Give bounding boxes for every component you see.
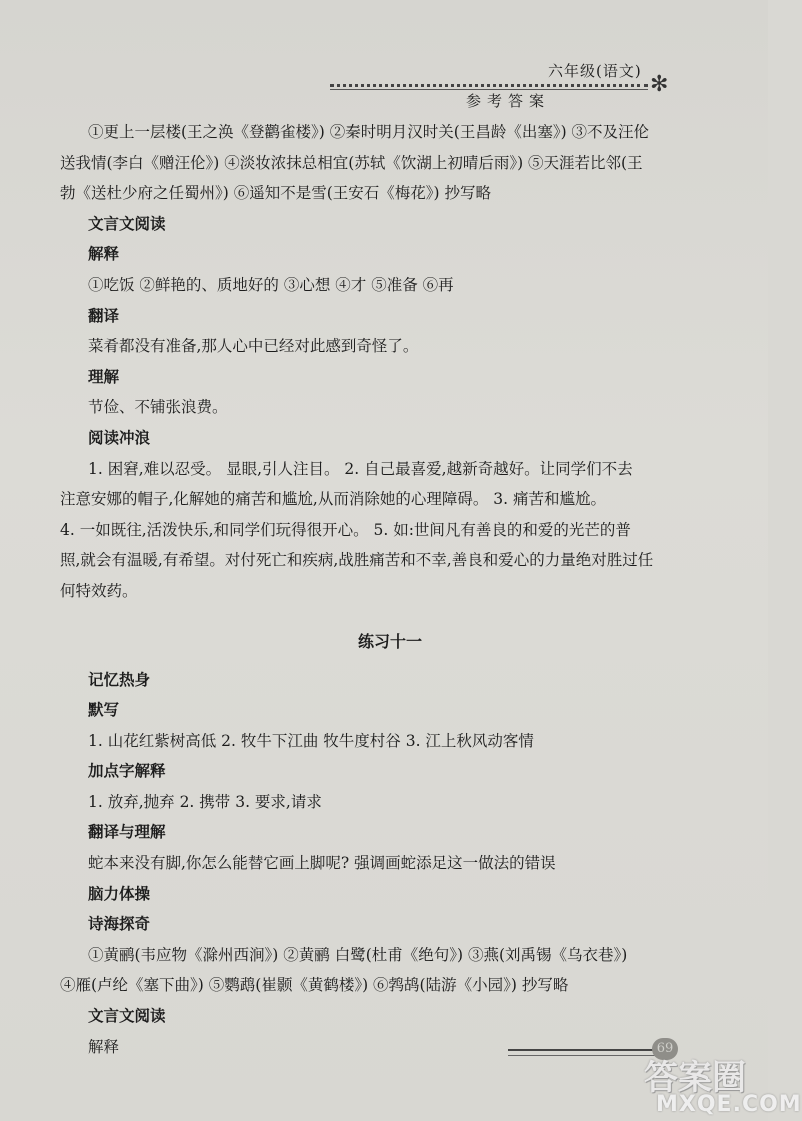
- memory-warmup-heading: 记忆热身: [88, 669, 151, 689]
- flower-ornament-icon: ✻: [650, 72, 669, 97]
- reading-surf-heading: 阅读冲浪: [88, 427, 151, 447]
- brain-exercise-heading: 脑力体操: [88, 883, 151, 903]
- poem-line: ①更上一层楼(王之涣《登鹳雀楼》) ②秦时明月汉时关(王昌龄《出塞》) ③不及汪伦: [88, 123, 650, 141]
- poetry-line: ①黄鹂(韦应物《滁州西涧》) ②黄鹂 白鹭(杜甫《绝句》) ③燕(刘禹锡《乌衣巷》): [88, 945, 628, 964]
- footer-rule-thin: [508, 1055, 658, 1056]
- dictation-heading: 默写: [88, 700, 120, 720]
- page-header: [330, 58, 670, 118]
- footer-rule: [508, 1049, 658, 1051]
- classical-reading-heading: 文言文阅读: [88, 213, 166, 233]
- poetry-explore-heading: 诗海探奇: [88, 914, 151, 934]
- watermark-domain: MXQE.COM: [656, 1092, 802, 1117]
- reading-line: 注意安娜的帽子,化解她的痛苦和尴尬,从而消除她的心理障碍。 3. 痛苦和尴尬。: [60, 490, 606, 509]
- exercise-title: 练习十一: [357, 631, 422, 651]
- page-number: 69: [652, 1038, 678, 1060]
- watermark-text: 答案圈: [644, 1058, 746, 1098]
- reading-line: 4. 一如既往,活泼快乐,和同学们玩得很开心。 5. 如:世间凡有善良的和爱的光芒的普: [60, 520, 631, 539]
- reading-line: 照,就会有温暖,有希望。对付死亡和疾病,战胜痛苦和不幸,善良和爱心的力量绝对胜过任: [60, 551, 654, 570]
- understand-text: 节俭、不铺张浪费。: [88, 398, 228, 417]
- reading-line: 1. 困窘,难以忍受。 显眼,引人注目。 2. 自己最喜爱,越新奇越好。让同学们不去: [88, 459, 633, 478]
- section-label: 参考答案: [466, 92, 551, 110]
- explain-text: ①吃饭 ②鲜艳的、质地好的 ③心想 ④才 ⑤准备 ⑥再: [88, 275, 454, 294]
- header-dotted-rule: [330, 84, 648, 87]
- dotted-word-heading: 加点字解释: [88, 761, 166, 781]
- translate-understand-text: 蛇本来没有脚,你怎么能替它画上脚呢? 强调画蛇添足这一做法的错误: [88, 854, 556, 873]
- poem-line: 送我情(李白《赠汪伦》) ④淡妆浓抹总相宜(苏轼《饮湖上初晴后雨》) ⑤天涯若比邻(王: [60, 153, 643, 172]
- translate-heading: 翻译: [88, 305, 120, 325]
- translate-understand-heading: 翻译与理解: [88, 822, 166, 842]
- translate-text: 菜肴都没有准备,那人心中已经对此感到奇怪了。: [88, 337, 419, 356]
- dictation-text: 1. 山花红紫树高低 2. 牧牛下江曲 牧牛度村谷 3. 江上秋风动客情: [88, 731, 534, 750]
- dotted-word-text: 1. 放弃,抛弃 2. 携带 3. 要求,请求: [88, 792, 322, 811]
- explain-label: 解释: [88, 1037, 120, 1056]
- poetry-line: ④雁(卢纶《塞下曲》) ⑤鹦鹉(崔颢《黄鹤楼》) ⑥鹁鸪(陆游《小园》) 抄写略: [60, 976, 569, 995]
- answer-content: [60, 117, 682, 1062]
- watermark-logo: [640, 1050, 802, 1118]
- explain-heading: 解释: [88, 244, 120, 264]
- understand-heading: 理解: [88, 366, 120, 386]
- reading-line: 何特效药。: [60, 581, 138, 600]
- grade-label: 六年级(语文): [548, 62, 642, 80]
- classical-reading-heading-2: 文言文阅读: [88, 1006, 166, 1026]
- poem-line: 勃《送杜少府之任蜀州》) ⑥遥知不是雪(王安石《梅花》) 抄写略: [60, 184, 491, 203]
